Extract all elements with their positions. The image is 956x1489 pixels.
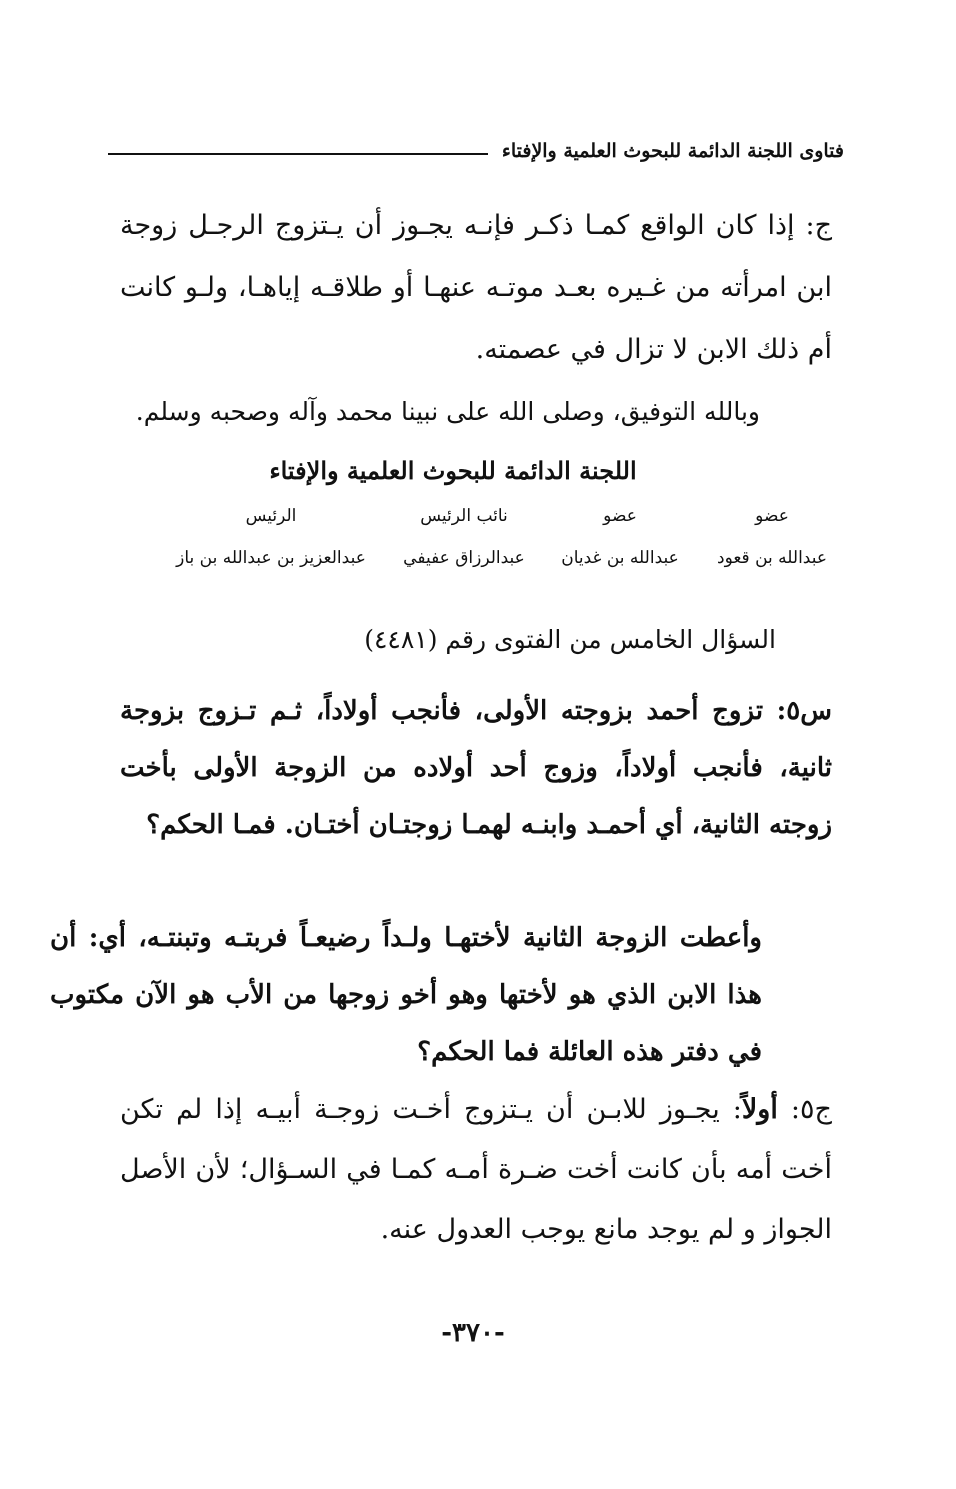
- member-name: عبدالعزيز بن عبدالله بن باز: [176, 548, 366, 568]
- member-name: عبدالله بن غديان: [561, 548, 679, 568]
- running-header: [108, 136, 844, 166]
- answer5-text: : يجـوز للابـن أن يـتزوج أخـت زوجـة أبيـه إذا لم تكن أخت أمه بأن كانت أخت ضـرة أمـه كمـا في السـؤال؛ لأن الأصل الجواز و لم يوجد مانع يوجب العدول عنه.: [120, 1094, 832, 1245]
- member-name: عبدالرزاق عفيفي: [403, 548, 525, 568]
- header-rule: [108, 153, 488, 155]
- member-role: عضو: [603, 506, 637, 526]
- answer5-lead: أولاً: [741, 1094, 778, 1125]
- member-role: نائب الرئيس: [420, 506, 508, 526]
- member-role: الرئيس: [245, 506, 297, 526]
- closing-line: وبالله التوفيق، وصلى الله على نبينا محمد وآله وصحبه وسلم.: [135, 397, 760, 426]
- previous-answer-paragraph: ج: إذا كان الواقع كمـا ذكـر فإنـه يجـوز أن يـتزوج الرجـل زوجة ابن امرأته من غـيره بعـد موتـه عنهـا أو طلاقـه إياهـا، ولـو كانت أم ذلك الابن لا تزال في عصمته.: [120, 210, 832, 365]
- page-number: -٣٧٠-: [441, 1318, 505, 1348]
- signature-roles-row: [128, 506, 828, 532]
- question5-continuation: وأعطت الزوجة الثانية لأختهـا ولـداً رضيعـاً فربتـه وتبنتـه، أي: أن هذا الابن الذي هو لأختها وهو أخو زوجها من الأب هو الآن مكتوب في دفتر هذه العائلة فما الحكم؟: [50, 923, 762, 1067]
- member-name: عبدالله بن قعود: [716, 548, 828, 568]
- committee-title: اللجنة الدائمة للبحوث العلمية والإفتاء: [269, 456, 637, 485]
- answer5-paragraph: [120, 1080, 832, 1260]
- question-heading: السؤال الخامس من الفتوى رقم (٤٤٨١): [364, 625, 776, 654]
- answer5-prefix: ج٥:: [777, 1094, 832, 1125]
- member-role: عضو: [755, 506, 789, 526]
- question5-paragraph: س٥: تزوج أحمد بزوجته الأولى، فأنجب أولاداً، ثـم تـزوج بزوجة ثانية، فأنجب أولاداً، وزوج أحد أولاده من الزوجة الأولى بأخت زوجته الثانية، أي أحمـد وابنـه لهمـا زوجتـان أختـان. فمـا الحكم؟: [120, 696, 832, 840]
- signature-names-row: [128, 548, 828, 576]
- running-header-title: فتاوى اللجنة الدائمة للبحوث العلمية والإفتاء: [501, 140, 844, 162]
